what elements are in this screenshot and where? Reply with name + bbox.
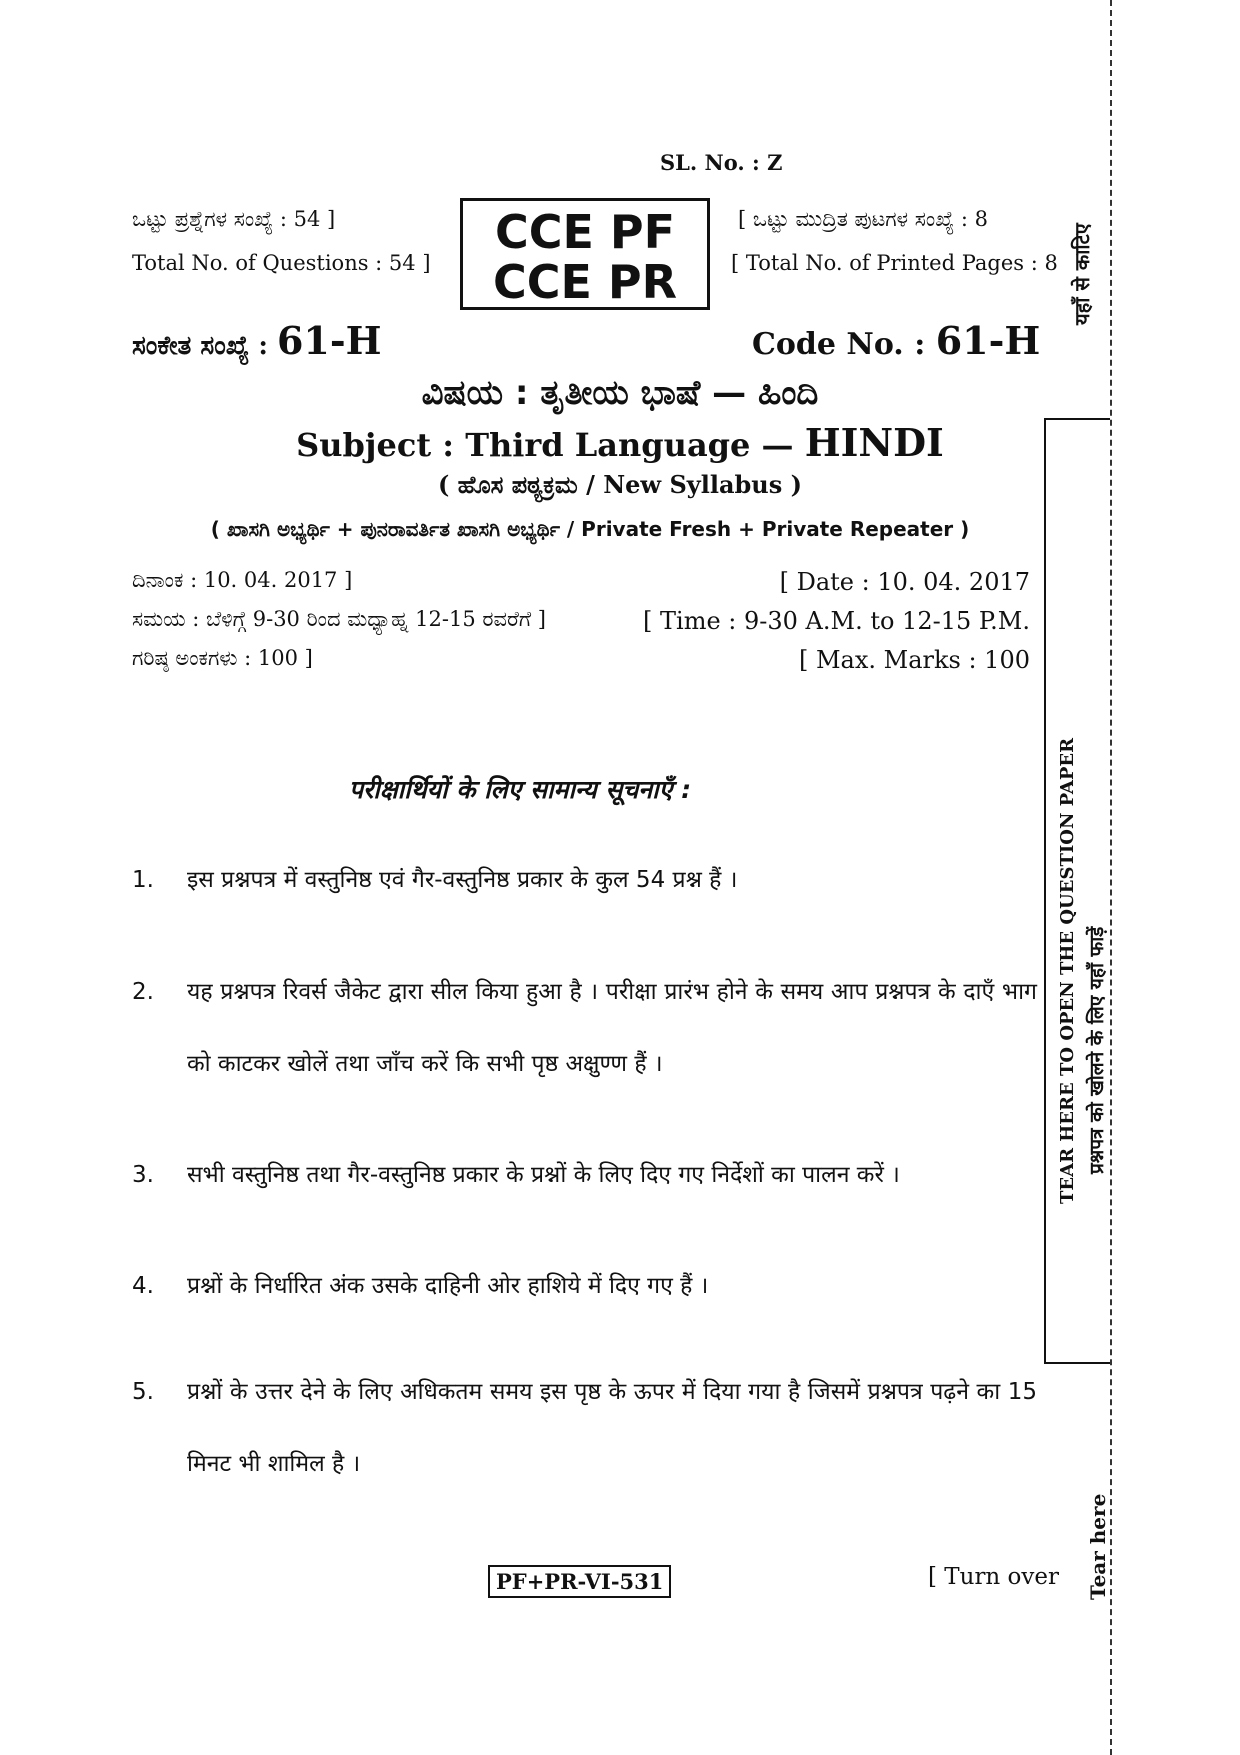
candidate-type-line: ( ಖಾಸಗಿ ಅಭ್ಯರ್ಥಿ + ಪುನರಾವರ್ತಿತ ಖಾಸಗಿ ಅಭ್ಯರ್ಥಿ / Private Fresh + Private Repeater ) [210, 517, 970, 541]
instruction-text: प्रश्नों के उत्तर देने के लिए अधिकतम समय इस पृष्ठ के ऊपर में दिया गया है जिसमें प्रश्नपत्र पढ़ने का 15 मिनट भी शामिल है । [187, 1379, 1037, 1477]
english-code-number [752, 318, 1040, 363]
instruction-number: 5. [132, 1379, 154, 1405]
exam-type-line-2: CCE PR [492, 255, 678, 309]
kannada-code-value: 61-H [276, 318, 382, 363]
subject-language: HINDI [804, 420, 944, 465]
english-code-label: Code No. : [752, 327, 926, 362]
cut-here-label: यहाँ से काटिए [1070, 223, 1094, 325]
subject-prefix: Subject : Third Language — [296, 426, 794, 464]
english-max-marks: [ Max. Marks : 100 [798, 646, 1030, 674]
english-date: [ Date : 10. 04. 2017 [779, 568, 1030, 596]
tear-instruction-hindi: प्रश्नपत्र को खोलने के लिए यहाँ फाड़ें [1086, 926, 1108, 1174]
serial-number: SL. No. : Z [660, 150, 783, 175]
instruction-text: यह प्रश्नपत्र रिवर्स जैकेट द्वारा सील किया हुआ है । परीक्षा प्रारंभ होने के समय आप प्रश्नपत्र के दाएँ भाग को काटकर खोलें तथा जाँच करें कि सभी पृष्ठ अक्षुण्ण हैं । [187, 979, 1037, 1077]
kannada-time: ಸಮಯ : ಬೆಳಿಗ್ಗೆ 9-30 ರಿಂದ ಮಧ್ಯಾಹ್ನ 12-15 ರವರೆಗೆ ] [132, 607, 546, 631]
syllabus-line: ( ಹೊಸ ಪಠ್ಯಕ್ರಮ / New Syllabus ) [438, 470, 802, 499]
tear-instruction-english: TEAR HERE TO OPEN THE QUESTION PAPER [1057, 737, 1078, 1204]
kannada-total-pages: [ ಒಟ್ಟು ಮುದ್ರಿತ ಪುಟಗಳ ಸಂಖ್ಯೆ : 8 [738, 207, 989, 231]
tear-here-label: Tear here [1086, 1493, 1110, 1600]
kannada-max-marks: ಗರಿಷ್ಠ ಅಂಕಗಳು : 100 ] [132, 646, 313, 670]
exam-type-line-1: CCE PF [494, 205, 676, 259]
instructions-title: परीक्षार्थियों के लिए सामान्य सूचनाएँ : [348, 775, 692, 804]
instruction-text: प्रश्नों के निर्धारित अंक उसके दाहिनी ओर हाशिये में दिए गए हैं । [187, 1273, 709, 1299]
kannada-date: ದಿನಾಂಕ : 10. 04. 2017 ] [132, 568, 353, 592]
english-time: [ Time : 9-30 A.M. to 12-15 P.M. [643, 607, 1030, 635]
english-total-questions: Total No. of Questions : 54 ] [132, 251, 431, 275]
exam-type-box [460, 198, 710, 310]
instruction-text: सभी वस्तुनिष्ठ तथा गैर-वस्तुनिष्ठ प्रकार के प्रश्नों के लिए दिए गए निर्देशों का पालन करें । [187, 1162, 900, 1188]
instruction-text: इस प्रश्नपत्र में वस्तुनिष्ठ एवं गैर-वस्तुनिष्ठ प्रकार के कुल 54 प्रश्न हैं । [187, 867, 738, 893]
english-total-pages: [ Total No. of Printed Pages : 8 [731, 251, 1058, 275]
english-code-value: 61-H [935, 318, 1041, 363]
kannada-code-label: ಸಂಕೇತ ಸಂಖ್ಯೆ : [132, 331, 268, 361]
kannada-code-number [132, 318, 382, 363]
instruction-number: 1. [132, 867, 154, 893]
instruction-number: 4. [132, 1273, 154, 1299]
kannada-subject: ವಿಷಯ : ತೃತೀಯ ಭಾಷೆ — ಹಿಂದಿ [421, 373, 819, 413]
turn-over-label: [ Turn over [928, 1564, 1060, 1590]
tear-dashed-line [1110, 0, 1112, 1755]
instruction-number: 2. [132, 979, 154, 1005]
instruction-number: 3. [132, 1162, 154, 1188]
paper-code-box: PF+PR-VI-531 [488, 1565, 671, 1598]
kannada-total-questions: ಒಟ್ಟು ಪ್ರಶ್ನೆಗಳ ಸಂಖ್ಯೆ : 54 ] [132, 207, 336, 231]
